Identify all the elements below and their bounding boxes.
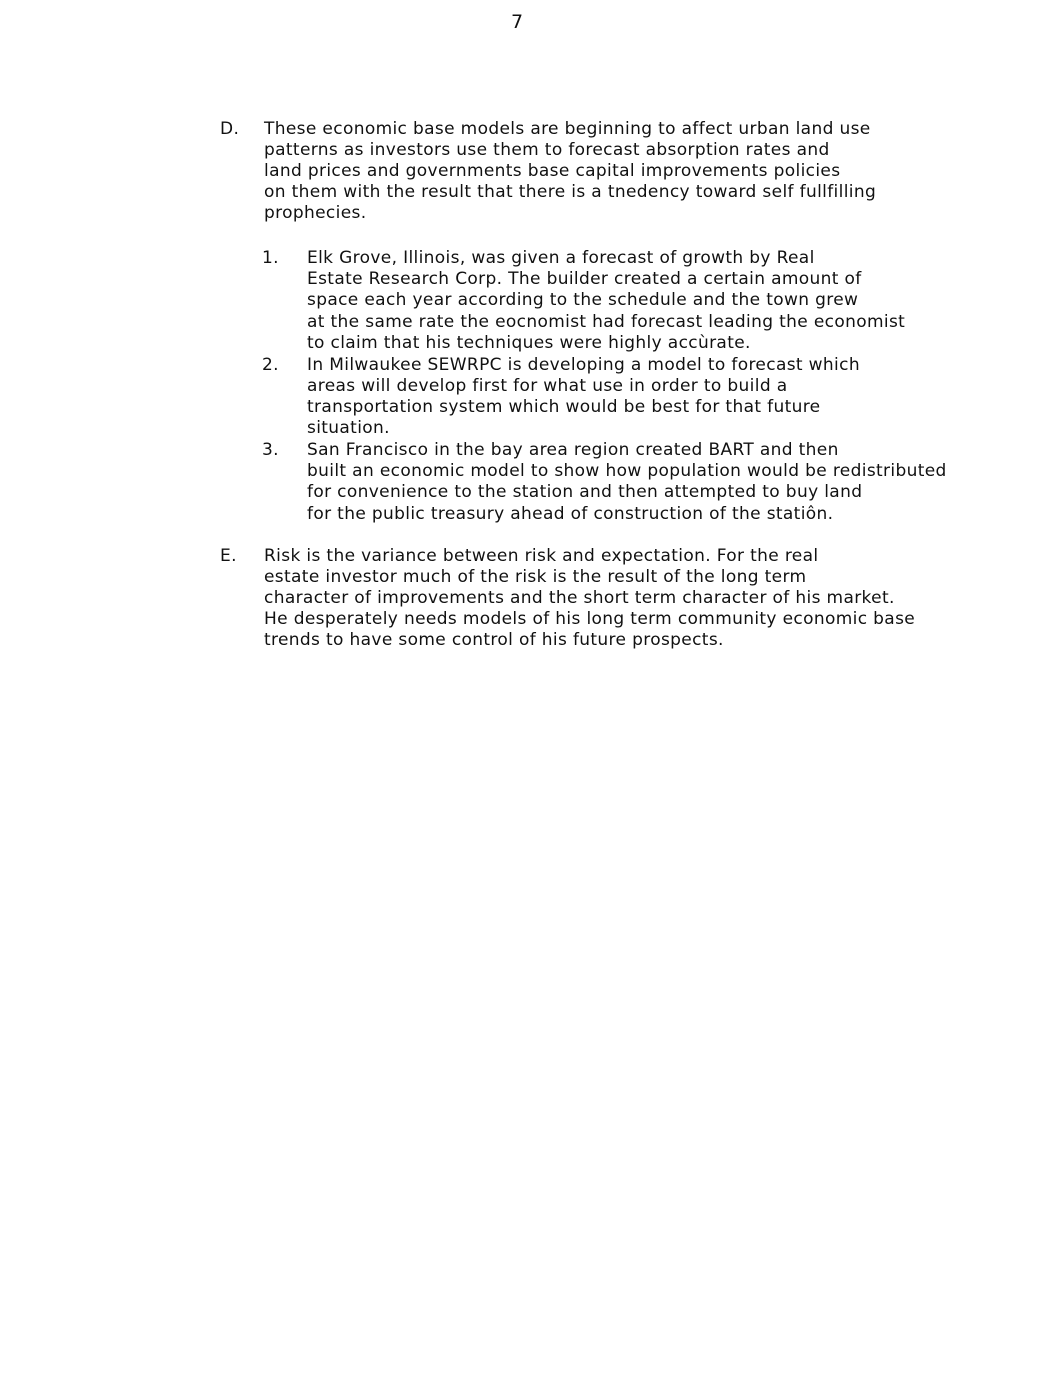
section-d-line-1: These economic base models are beginning to affect urban land use — [264, 119, 871, 139]
section-d-line-5: prophecies. — [264, 203, 367, 223]
list-item-2-line-2: areas will develop first for what use in order to build a — [307, 376, 788, 396]
section-d-marker: D. — [220, 119, 240, 139]
list-item-3-line-2: built an economic model to show how population would be redistributed — [307, 461, 947, 481]
list-item-3-line-1: San Francisco in the bay area region created BART and then — [307, 440, 839, 460]
page-number: 7 — [510, 11, 524, 33]
section-d-line-4: on them with the result that there is a tnedency toward self fullfilling — [264, 182, 877, 202]
list-item-2-line-4: situation. — [307, 418, 390, 438]
section-d-line-3: land prices and governments base capital improvements policies — [264, 161, 841, 181]
list-item-1-line-3: space each year according to the schedule and the town grew — [307, 290, 859, 310]
section-e-marker: E. — [220, 546, 237, 566]
list-item-1-line-2: Estate Research Corp. The builder created a certain amount of — [307, 269, 862, 289]
section-e-line-3: character of improvements and the short term character of his market. — [264, 588, 895, 608]
list-item-1-line-5: to claim that his techniques were highly accùrate. — [307, 333, 751, 353]
section-e-line-2: estate investor much of the risk is the result of the long term — [264, 567, 807, 587]
list-item-2-line-3: transportation system which would be best for that future — [307, 397, 821, 417]
section-d-line-2: patterns as investors use them to forecast absorption rates and — [264, 140, 830, 160]
list-item-3-line-4: for the public treasury ahead of construction of the statiôn. — [307, 504, 834, 524]
section-e-line-4: He desperately needs models of his long term community economic base — [264, 609, 916, 629]
section-e-line-5: trends to have some control of his future prospects. — [264, 630, 724, 650]
list-item-3-line-3: for convenience to the station and then attempted to buy land — [307, 482, 863, 502]
list-item-1-marker: 1. — [262, 248, 279, 268]
section-e-line-1: Risk is the variance between risk and expectation. For the real — [264, 546, 819, 566]
list-item-2-line-1: In Milwaukee SEWRPC is developing a model to forecast which — [307, 355, 860, 375]
list-item-3-marker: 3. — [262, 440, 279, 460]
list-item-1-line-4: at the same rate the eocnomist had forecast leading the economist — [307, 312, 906, 332]
list-item-2-marker: 2. — [262, 355, 279, 375]
list-item-1-line-1: Elk Grove, Illinois, was given a forecast of growth by Real — [307, 248, 815, 268]
